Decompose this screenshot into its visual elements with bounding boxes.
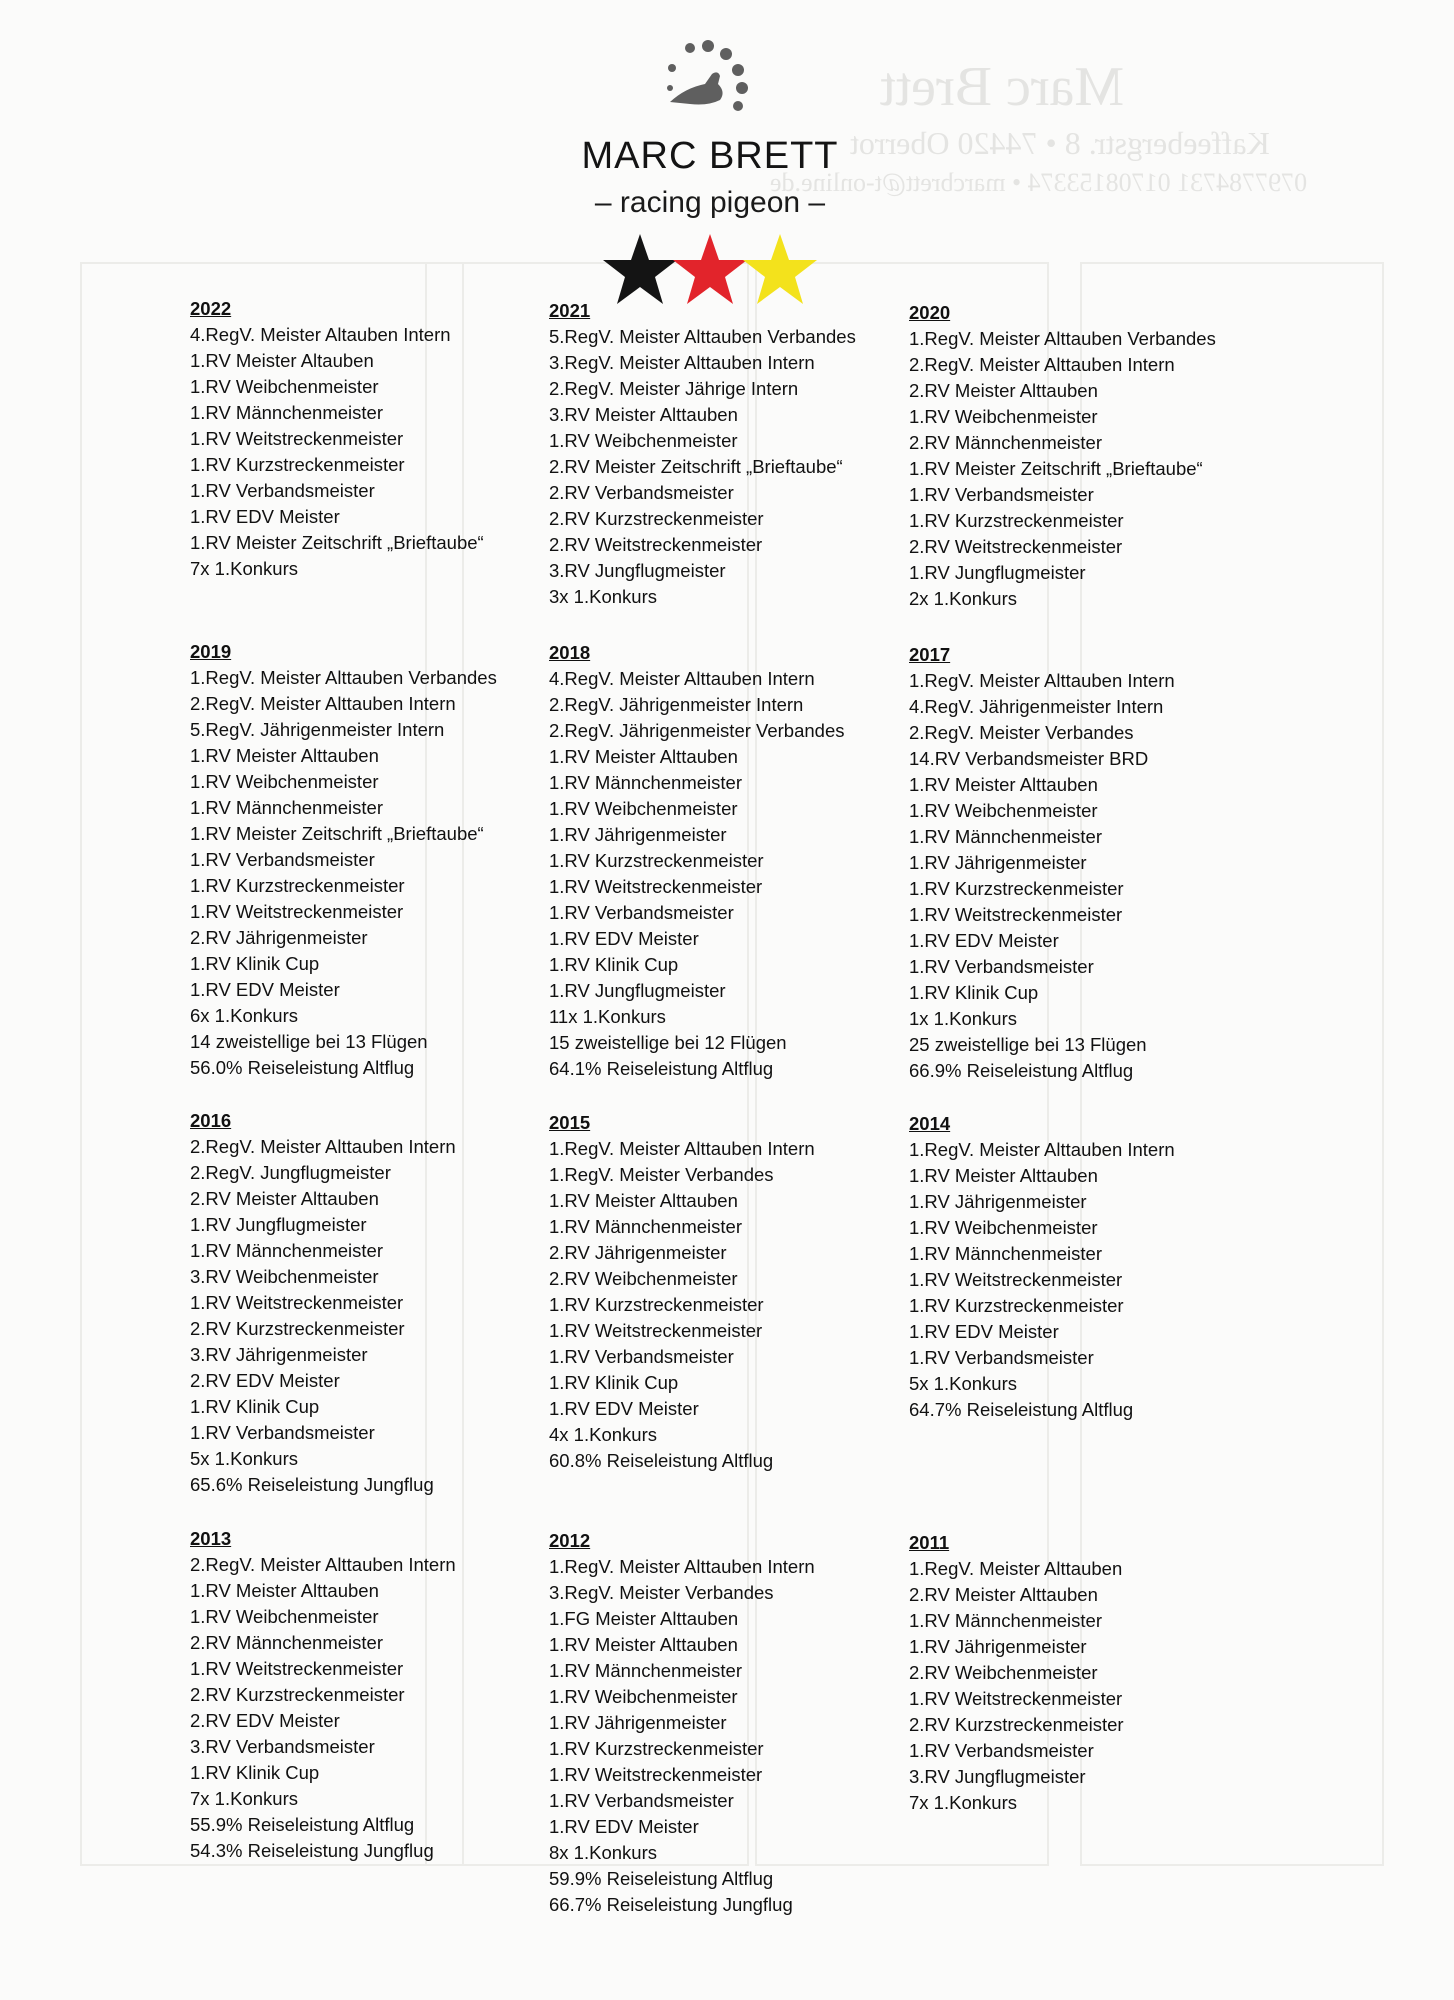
achievement-item: 2x 1.Konkurs bbox=[909, 588, 1017, 609]
achievement-item: 15 zweistellige bei 12 Flügen bbox=[549, 1032, 787, 1053]
achievement-item: 2.RegV. Meister Alttauben Intern bbox=[190, 1554, 456, 1575]
achievement-item: 4.RegV. Meister Altauben Intern bbox=[190, 324, 451, 345]
year-heading: 2013 bbox=[190, 1528, 232, 1549]
achievement-item: 2.RV Weibchenmeister bbox=[909, 1662, 1098, 1683]
achievement-item: 1.RV Weibchenmeister bbox=[549, 798, 738, 819]
year-block-2014 bbox=[909, 1111, 1269, 1423]
achievement-item: 1.RV Jährigenmeister bbox=[549, 824, 727, 845]
achievement-item: 1.RV Klinik Cup bbox=[190, 1762, 320, 1783]
achievement-item: 2.RV Meister Alttauben bbox=[190, 1188, 379, 1209]
achievement-item: 2.RV Weitstreckenmeister bbox=[549, 534, 763, 555]
achievement-item: 1.RV Jungflugmeister bbox=[190, 1214, 367, 1235]
achievement-item: 1.RV Klinik Cup bbox=[190, 1396, 320, 1417]
achievement-item: 3.RV Jungflugmeister bbox=[549, 560, 726, 581]
achievement-item: 1.RV EDV Meister bbox=[549, 1816, 699, 1837]
achievement-item: 1.RV Meister Alttauben bbox=[909, 774, 1098, 795]
achievement-item: 59.9% Reiseleistung Altflug bbox=[549, 1868, 774, 1889]
achievement-item: 1.RV Jährigenmeister bbox=[909, 852, 1087, 873]
achievement-item: 1.RV Weitstreckenmeister bbox=[549, 1764, 763, 1785]
achievement-item: 1.RV Kurzstreckenmeister bbox=[549, 1738, 764, 1759]
achievement-list bbox=[190, 1552, 550, 1864]
achievement-item: 1.RV Kurzstreckenmeister bbox=[549, 850, 764, 871]
achievement-item: 1.RegV. Meister Alttauben bbox=[909, 1558, 1123, 1579]
achievement-item: 2.RV Kurzstreckenmeister bbox=[190, 1318, 405, 1339]
achievement-item: 1.RV Männchenmeister bbox=[190, 402, 383, 423]
achievement-item: 1.RV Verbandsmeister bbox=[190, 849, 375, 870]
achievement-item: 1.RegV. Meister Alttauben Intern bbox=[549, 1556, 815, 1577]
achievement-item: 1.RV Weitstreckenmeister bbox=[549, 876, 763, 897]
year-heading: 2011 bbox=[909, 1532, 950, 1553]
achievement-item: 66.7% Reiseleistung Jungflug bbox=[549, 1894, 793, 1915]
year-block-2018 bbox=[549, 640, 909, 1082]
achievement-item: 2.RV Jährigenmeister bbox=[549, 1242, 727, 1263]
year-block-2012 bbox=[549, 1528, 909, 1918]
achievement-item: 2.RegV. Meister Jährige Intern bbox=[549, 378, 799, 399]
achievement-item: 1.RV Meister Altauben bbox=[190, 350, 374, 371]
achievement-item: 1.RV Weitstreckenmeister bbox=[190, 1658, 404, 1679]
achievement-item: 1.RV Verbandsmeister bbox=[909, 484, 1094, 505]
achievement-item: 1.RV EDV Meister bbox=[549, 928, 699, 949]
achievement-item: 1.RV Weibchenmeister bbox=[549, 1686, 738, 1707]
achievement-item: 1.RV Verbandsmeister bbox=[549, 1790, 734, 1811]
achievement-item: 2.RegV. Jährigenmeister Verbandes bbox=[549, 720, 845, 741]
bleed-through-address: Kaffeebergstr. 8 • 74420 Oberrot bbox=[850, 125, 1270, 161]
achievement-item: 2.RV EDV Meister bbox=[190, 1370, 340, 1391]
year-block-2017 bbox=[909, 642, 1269, 1084]
achievement-item: 64.1% Reiseleistung Altflug bbox=[549, 1058, 774, 1079]
achievement-item: 1.RV Männchenmeister bbox=[549, 772, 742, 793]
achievement-item: 1.RV Weitstreckenmeister bbox=[909, 904, 1123, 925]
achievement-item: 1.RV Männchenmeister bbox=[909, 1243, 1102, 1264]
achievement-list bbox=[549, 1554, 909, 1918]
achievement-item: 1.RegV. Meister Alttauben Verbandes bbox=[190, 667, 497, 688]
achievement-item: 2.RV Weibchenmeister bbox=[549, 1268, 738, 1289]
achievement-item: 3.RV Weibchenmeister bbox=[190, 1266, 379, 1287]
achievement-item: 1.RegV. Meister Alttauben Intern bbox=[549, 1138, 815, 1159]
achievement-item: 1.RV Weitstreckenmeister bbox=[909, 1688, 1123, 1709]
achievement-item: 4x 1.Konkurs bbox=[549, 1424, 657, 1445]
achievement-item: 2.RegV. Meister Alttauben Intern bbox=[909, 354, 1175, 375]
achievement-item: 1.RV Verbandsmeister bbox=[909, 1740, 1094, 1761]
achievement-item: 1.RV Kurzstreckenmeister bbox=[909, 1295, 1124, 1316]
achievement-item: 1.RV Männchenmeister bbox=[549, 1660, 742, 1681]
achievement-item: 1.RV Klinik Cup bbox=[190, 953, 320, 974]
achievement-item: 1.RV Weitstreckenmeister bbox=[190, 428, 404, 449]
achievement-item: 5x 1.Konkurs bbox=[909, 1373, 1017, 1394]
achievement-item: 1.RV Meister Alttauben bbox=[190, 1580, 379, 1601]
achievement-item: 55.9% Reiseleistung Altflug bbox=[190, 1814, 415, 1835]
achievement-item: 6x 1.Konkurs bbox=[190, 1005, 298, 1026]
achievement-item: 1.RV Verbandsmeister bbox=[909, 1347, 1094, 1368]
brand-title: MARC BRETT bbox=[581, 135, 839, 177]
achievement-item: 1.FG Meister Alttauben bbox=[549, 1608, 739, 1629]
achievement-item: 4.RegV. Meister Alttauben Intern bbox=[549, 668, 815, 689]
achievement-item: 1.RV Meister Alttauben bbox=[190, 745, 379, 766]
achievement-item: 2.RegV. Jährigenmeister Intern bbox=[549, 694, 804, 715]
year-heading: 2022 bbox=[190, 298, 232, 319]
achievement-item: 2.RegV. Jungflugmeister bbox=[190, 1162, 391, 1183]
year-block-2019 bbox=[190, 639, 550, 1081]
achievement-item: 2.RV Jährigenmeister bbox=[190, 927, 368, 948]
achievement-item: 1.RV Männchenmeister bbox=[190, 797, 383, 818]
achievement-item: 1.RV Weibchenmeister bbox=[190, 1606, 379, 1627]
year-block-2013 bbox=[190, 1526, 550, 1864]
achievement-list bbox=[549, 666, 909, 1082]
achievement-item: 1.RV Männchenmeister bbox=[909, 1610, 1102, 1631]
achievement-list bbox=[549, 1136, 909, 1474]
year-block-2011 bbox=[909, 1530, 1269, 1816]
achievement-list bbox=[909, 1137, 1269, 1423]
achievement-item: 1.RV Weitstreckenmeister bbox=[190, 901, 404, 922]
achievement-item: 2.RV EDV Meister bbox=[190, 1710, 340, 1731]
pigeon-dots-icon bbox=[660, 40, 770, 120]
achievement-item: 11x 1.Konkurs bbox=[549, 1006, 666, 1027]
year-heading: 2018 bbox=[549, 642, 591, 663]
achievement-item: 1.RV EDV Meister bbox=[909, 1321, 1059, 1342]
achievement-item: 1.RV Meister Alttauben bbox=[549, 1634, 738, 1655]
achievement-item: 1.RV Verbandsmeister bbox=[549, 902, 734, 923]
achievement-item: 4.RegV. Jährigenmeister Intern bbox=[909, 696, 1164, 717]
achievement-item: 1.RV EDV Meister bbox=[190, 979, 340, 1000]
achievement-item: 3x 1.Konkurs bbox=[549, 586, 657, 607]
achievement-item: 2.RegV. Meister Alttauben Intern bbox=[190, 1136, 456, 1157]
achievement-item: 1.RV EDV Meister bbox=[190, 506, 340, 527]
achievement-item: 56.0% Reiseleistung Altflug bbox=[190, 1057, 415, 1078]
achievement-item: 1.RV Kurzstreckenmeister bbox=[909, 510, 1124, 531]
achievement-item: 2.RV Verbandsmeister bbox=[549, 482, 734, 503]
achievement-item: 1.RV Jährigenmeister bbox=[909, 1636, 1087, 1657]
achievement-item: 65.6% Reiseleistung Jungflug bbox=[190, 1474, 434, 1495]
achievement-list bbox=[909, 1556, 1269, 1816]
achievement-item: 1.RV Weibchenmeister bbox=[190, 376, 379, 397]
brand-logo bbox=[560, 40, 860, 310]
year-heading: 2019 bbox=[190, 641, 232, 662]
achievement-item: 1.RV Meister Alttauben bbox=[549, 1190, 738, 1211]
achievement-item: 14.RV Verbandsmeister BRD bbox=[909, 748, 1149, 769]
achievement-item: 1.RV Kurzstreckenmeister bbox=[190, 454, 405, 475]
achievement-list bbox=[549, 324, 909, 610]
achievement-item: 7x 1.Konkurs bbox=[909, 1792, 1017, 1813]
achievement-list bbox=[190, 1134, 550, 1498]
achievement-item: 8x 1.Konkurs bbox=[549, 1842, 657, 1863]
achievement-item: 2.RV Meister Zeitschrift „Brieftaube“ bbox=[549, 456, 843, 477]
achievement-item: 1.RV Weibchenmeister bbox=[909, 800, 1098, 821]
achievement-item: 64.7% Reiseleistung Altflug bbox=[909, 1399, 1134, 1420]
achievement-item: 1.RV Verbandsmeister bbox=[909, 956, 1094, 977]
achievement-item: 1.RV Kurzstreckenmeister bbox=[909, 878, 1124, 899]
achievement-item: 14 zweistellige bei 13 Flügen bbox=[190, 1031, 428, 1052]
year-block-2020 bbox=[909, 300, 1269, 612]
achievement-item: 7x 1.Konkurs bbox=[190, 558, 298, 579]
achievement-item: 1.RV Meister Alttauben bbox=[909, 1165, 1098, 1186]
achievement-item: 3.RV Jungflugmeister bbox=[909, 1766, 1086, 1787]
year-block-2016 bbox=[190, 1108, 550, 1498]
achievement-item: 3.RV Jährigenmeister bbox=[190, 1344, 368, 1365]
achievement-item: 3.RegV. Meister Verbandes bbox=[549, 1582, 774, 1603]
achievement-item: 1.RV Männchenmeister bbox=[549, 1216, 742, 1237]
achievement-item: 1.RV Jährigenmeister bbox=[549, 1712, 727, 1733]
achievement-item: 66.9% Reiseleistung Altflug bbox=[909, 1060, 1134, 1081]
achievement-list bbox=[190, 322, 550, 582]
year-block-2022 bbox=[190, 296, 550, 582]
achievement-item: 1.RV EDV Meister bbox=[909, 930, 1059, 951]
achievement-item: 1.RegV. Meister Verbandes bbox=[549, 1164, 774, 1185]
year-heading: 2020 bbox=[909, 302, 951, 323]
achievement-item: 1.RV Jungflugmeister bbox=[909, 562, 1086, 583]
achievement-item: 5x 1.Konkurs bbox=[190, 1448, 298, 1469]
achievement-item: 25 zweistellige bei 13 Flügen bbox=[909, 1034, 1147, 1055]
achievement-item: 1.RegV. Meister Alttauben Intern bbox=[909, 1139, 1175, 1160]
achievement-item: 5.RegV. Meister Alttauben Verbandes bbox=[549, 326, 856, 347]
year-heading: 2017 bbox=[909, 644, 951, 665]
year-heading: 2014 bbox=[909, 1113, 951, 1134]
achievement-item: 1.RV Jährigenmeister bbox=[909, 1191, 1087, 1212]
achievement-item: 1x 1.Konkurs bbox=[909, 1008, 1017, 1029]
achievement-item: 2.RV Kurzstreckenmeister bbox=[190, 1684, 405, 1705]
achievement-item: 54.3% Reiseleistung Jungflug bbox=[190, 1840, 434, 1861]
achievement-item: 60.8% Reiseleistung Altflug bbox=[549, 1450, 774, 1471]
achievement-item: 2.RV Männchenmeister bbox=[909, 432, 1102, 453]
achievement-item: 1.RV Meister Zeitschrift „Brieftaube“ bbox=[909, 458, 1203, 479]
achievement-list bbox=[190, 665, 550, 1081]
year-block-2015 bbox=[549, 1110, 909, 1474]
achievement-item: 1.RV Verbandsmeister bbox=[190, 1422, 375, 1443]
achievement-item: 1.RV Jungflugmeister bbox=[549, 980, 726, 1001]
achievement-item: 1.RV Männchenmeister bbox=[190, 1240, 383, 1261]
achievement-item: 1.RV Weibchenmeister bbox=[549, 430, 738, 451]
year-heading: 2016 bbox=[190, 1110, 232, 1131]
year-block-2021 bbox=[549, 298, 909, 610]
achievement-item: 1.RV EDV Meister bbox=[549, 1398, 699, 1419]
achievement-item: 1.RV Klinik Cup bbox=[909, 982, 1039, 1003]
achievement-item: 1.RV Weibchenmeister bbox=[190, 771, 379, 792]
year-heading: 2015 bbox=[549, 1112, 591, 1133]
achievement-item: 2.RV Meister Alttauben bbox=[909, 380, 1098, 401]
achievement-item: 2.RegV. Meister Verbandes bbox=[909, 722, 1134, 743]
achievement-item: 2.RV Weitstreckenmeister bbox=[909, 536, 1123, 557]
achievement-item: 1.RV Kurzstreckenmeister bbox=[190, 875, 405, 896]
achievement-item: 1.RV Weibchenmeister bbox=[909, 1217, 1098, 1238]
achievement-item: 1.RV Männchenmeister bbox=[909, 826, 1102, 847]
bleed-through-name: Marc Brett bbox=[880, 56, 1125, 118]
achievement-item: 1.RV Weibchenmeister bbox=[909, 406, 1098, 427]
achievement-item: 2.RV Meister Alttauben bbox=[909, 1584, 1098, 1605]
year-heading: 2012 bbox=[549, 1530, 591, 1551]
achievement-item: 1.RV Klinik Cup bbox=[549, 954, 679, 975]
achievement-item: 1.RV Verbandsmeister bbox=[190, 480, 375, 501]
achievement-item: 3.RV Meister Alttauben bbox=[549, 404, 738, 425]
year-heading: 2021 bbox=[549, 300, 591, 321]
achievement-item: 2.RV Männchenmeister bbox=[190, 1632, 383, 1653]
achievement-item: 1.RV Weitstreckenmeister bbox=[549, 1320, 763, 1341]
achievement-item: 1.RV Weitstreckenmeister bbox=[190, 1292, 404, 1313]
achievement-list bbox=[909, 326, 1269, 612]
achievement-list bbox=[909, 668, 1269, 1084]
achievement-item: 2.RV Kurzstreckenmeister bbox=[549, 508, 764, 529]
achievement-item: 1.RV Kurzstreckenmeister bbox=[549, 1294, 764, 1315]
achievement-item: 1.RV Klinik Cup bbox=[549, 1372, 679, 1393]
achievement-item: 2.RV Kurzstreckenmeister bbox=[909, 1714, 1124, 1735]
achievement-item: 1.RV Weitstreckenmeister bbox=[909, 1269, 1123, 1290]
achievement-item: 1.RV Verbandsmeister bbox=[549, 1346, 734, 1367]
brand-tagline: – racing pigeon – bbox=[594, 186, 826, 219]
achievement-item: 1.RegV. Meister Alttauben Verbandes bbox=[909, 328, 1216, 349]
achievement-item: 1.RV Meister Zeitschrift „Brieftaube“ bbox=[190, 532, 484, 553]
achievement-item: 5.RegV. Jährigenmeister Intern bbox=[190, 719, 445, 740]
achievement-item: 1.RegV. Meister Alttauben Intern bbox=[909, 670, 1175, 691]
achievement-item: 1.RV Meister Alttauben bbox=[549, 746, 738, 767]
achievement-item: 7x 1.Konkurs bbox=[190, 1788, 298, 1809]
achievement-item: 3.RV Verbandsmeister bbox=[190, 1736, 375, 1757]
bleed-through-contact: 0797784731 01708153374 • marcbrett@t-online.de bbox=[770, 168, 1308, 197]
achievement-item: 2.RegV. Meister Alttauben Intern bbox=[190, 693, 456, 714]
achievement-item: 3.RegV. Meister Alttauben Intern bbox=[549, 352, 815, 373]
achievement-item: 1.RV Meister Zeitschrift „Brieftaube“ bbox=[190, 823, 484, 844]
